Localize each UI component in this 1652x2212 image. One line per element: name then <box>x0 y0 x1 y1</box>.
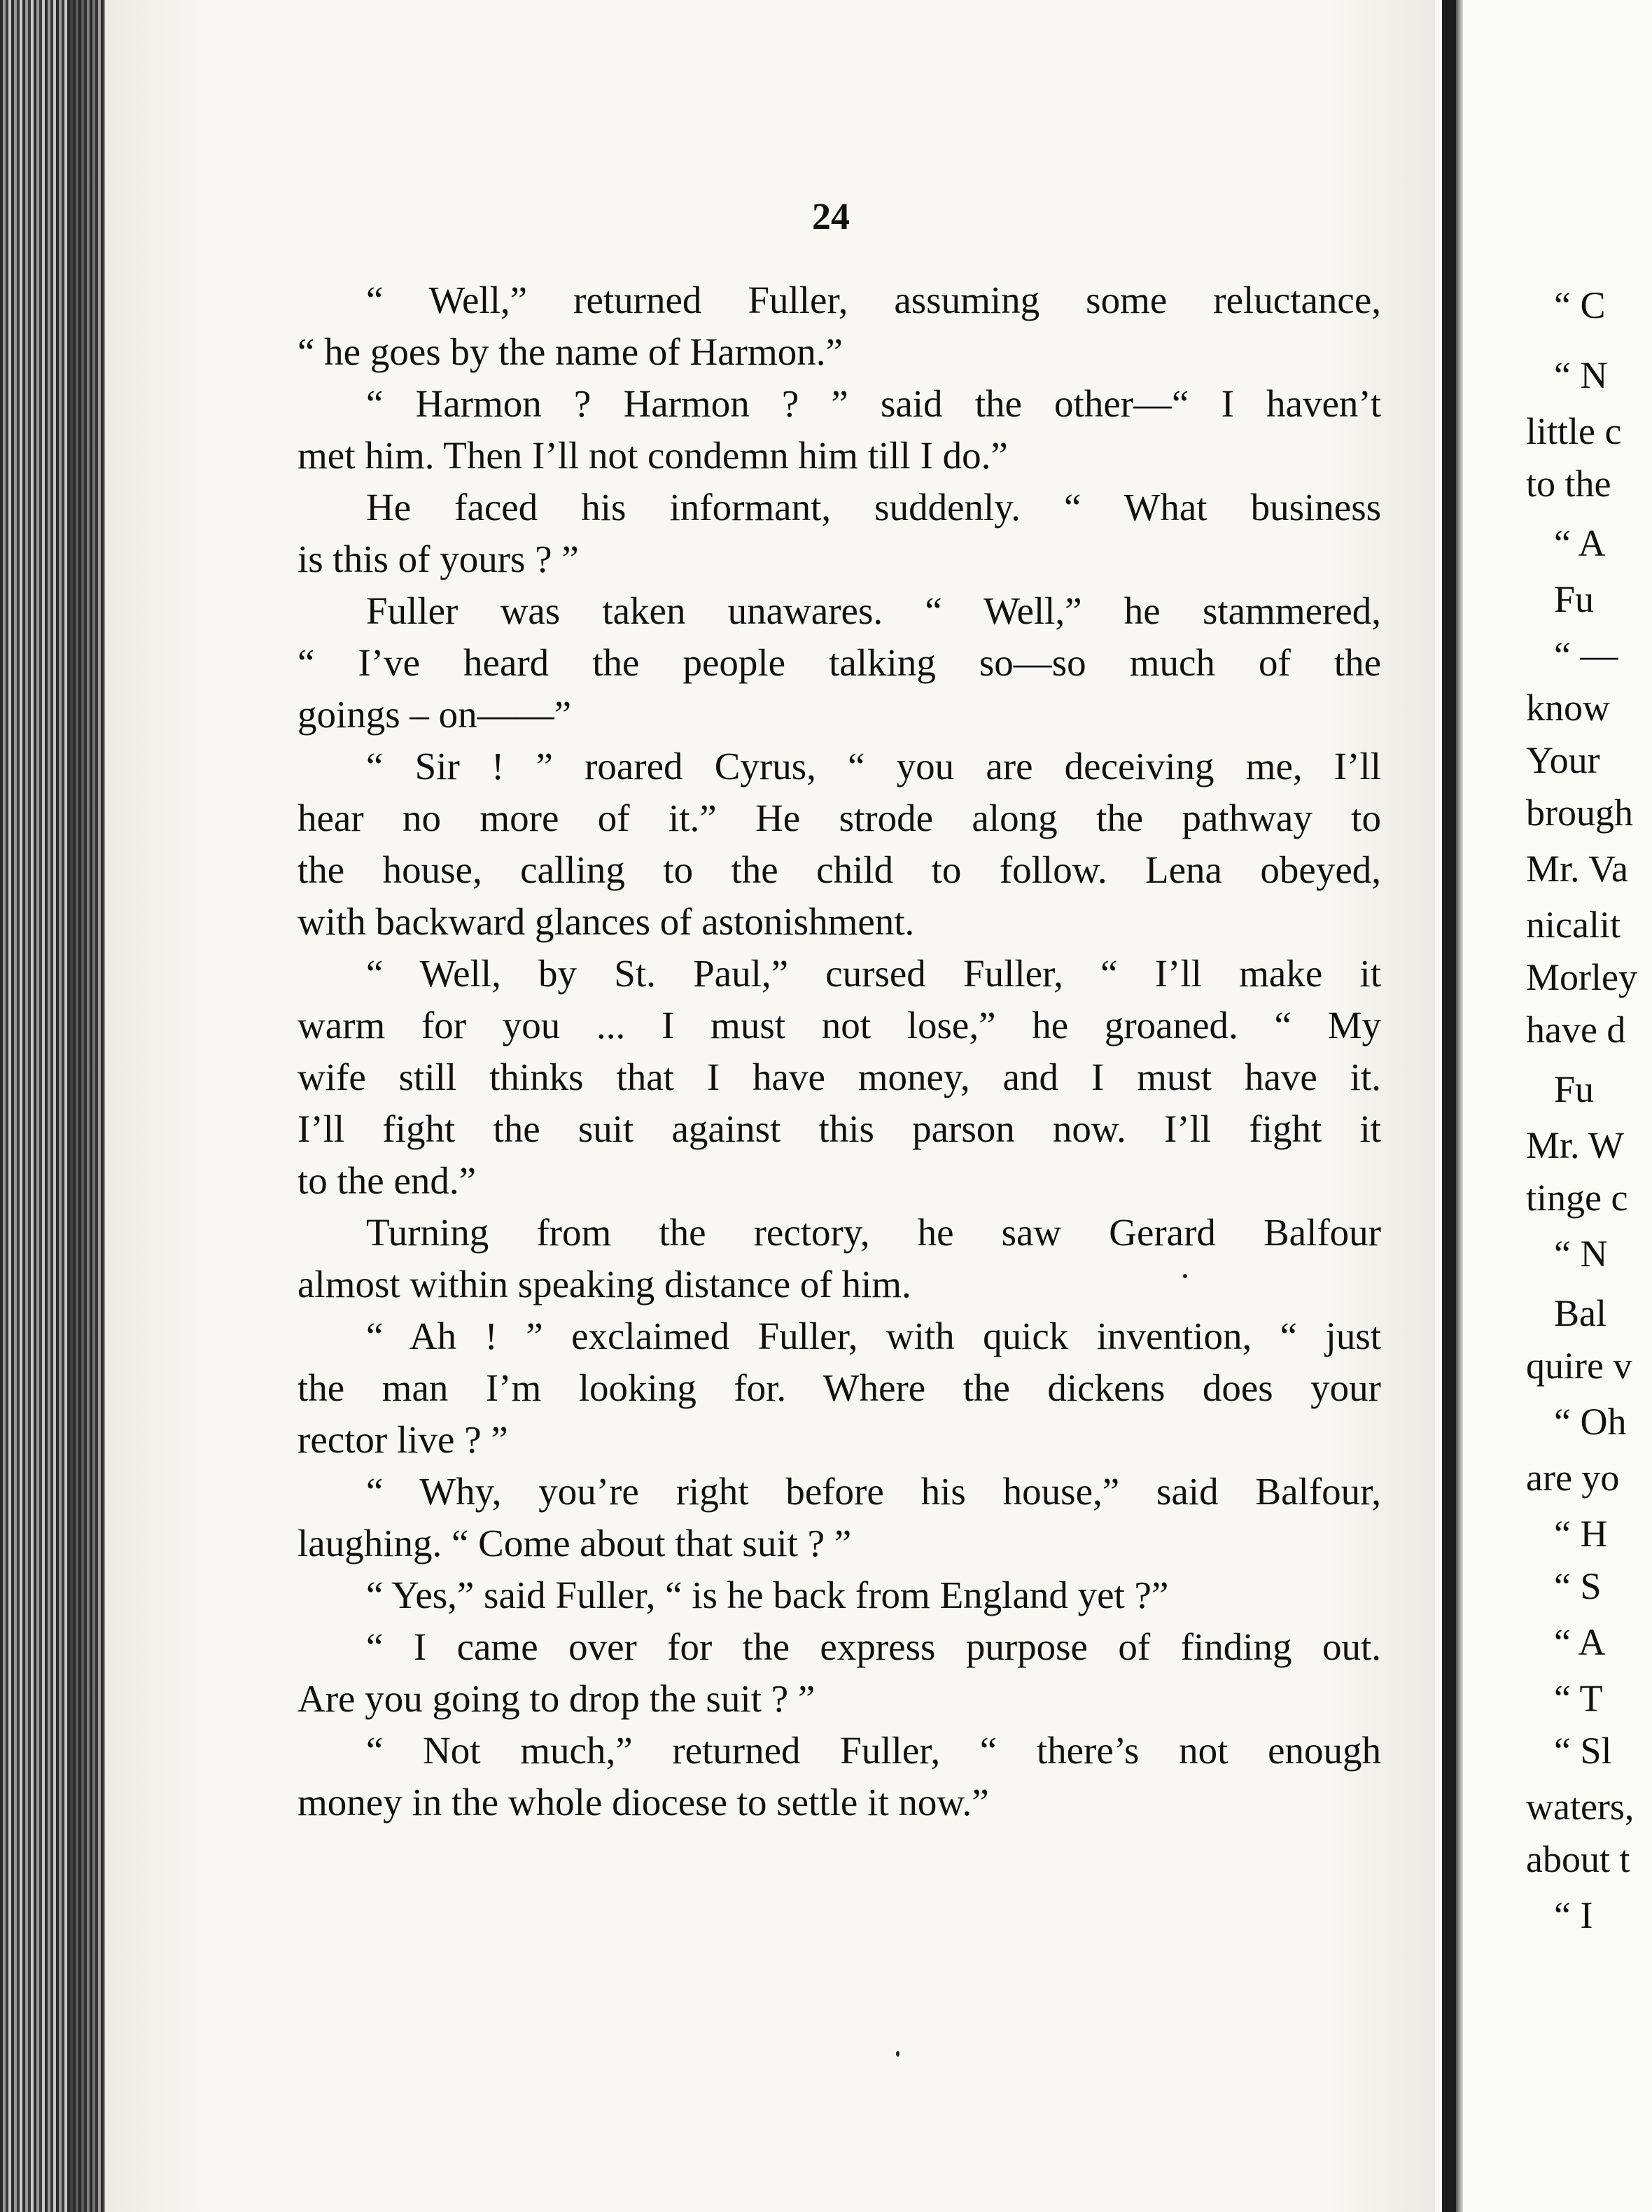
text-line: hear no more of it.” He strode along the pathway to <box>298 797 1381 839</box>
text-line: “ Yes,” said Fuller, “ is he back from England yet ?” <box>366 1574 1169 1616</box>
text-line: “ he goes by the name of Harmon.” <box>298 330 843 373</box>
text-line: warm for you ... I must not lose,” he groaned. “ My <box>298 1004 1381 1046</box>
text-line: Are you going to drop the suit ? ” <box>298 1677 816 1720</box>
text-line: met him. Then I’ll not condemn him till I do.” <box>298 434 1008 477</box>
right-page-line: “ S <box>1554 1565 1602 1607</box>
right-page-line: Morley <box>1526 956 1637 998</box>
text-line: I’ll fight the suit against this parson now. I’ll fight it <box>298 1107 1381 1150</box>
right-page-line: quire v <box>1526 1345 1632 1387</box>
right-page-line: Bal <box>1554 1292 1606 1334</box>
text-line: goings – on——” <box>298 693 572 736</box>
text-line: “ Sir ! ” roared Cyrus, “ you are deceiving me, I’ll <box>366 745 1381 788</box>
page-body-text <box>298 274 1381 1828</box>
text-line: with backward glances of astonishment. <box>298 900 915 943</box>
right-page-line: know <box>1526 687 1610 729</box>
right-page-line: “ C <box>1554 284 1606 326</box>
page-number: 24 <box>812 195 850 237</box>
text-line: wife still thinks that I have money, and I must have it. <box>298 1056 1381 1098</box>
text-line: “ Ah ! ” exclaimed Fuller, with quick invention, “ just <box>366 1315 1381 1357</box>
text-line: “ Harmon ? Harmon ? ” said the other—“ I haven’t <box>366 382 1381 425</box>
right-page-line: are yo <box>1526 1457 1620 1499</box>
right-page-line: “ T <box>1554 1677 1603 1719</box>
ink-speck <box>896 2051 899 2057</box>
text-line: “ Not much,” returned Fuller, “ there’s not enough <box>366 1729 1381 1772</box>
gutter-shadow <box>1456 0 1463 2212</box>
text-line: the house, calling to the child to follow. Lena obeyed, <box>298 848 1381 891</box>
ink-speck <box>1183 1274 1187 1278</box>
right-page-line: Fu <box>1554 578 1595 620</box>
right-page-line: about t <box>1526 1838 1630 1880</box>
text-line: the man I’m looking for. Where the dickens does your <box>298 1366 1381 1409</box>
right-page-line: “ N <box>1554 1233 1608 1275</box>
text-line: Turning from the rectory, he saw Gerard Balfour <box>366 1211 1381 1254</box>
right-page-line: Your <box>1526 739 1600 781</box>
right-page-line: “ A <box>1554 522 1606 564</box>
right-page-line: little c <box>1526 410 1622 452</box>
text-line: money in the whole diocese to settle it now.” <box>298 1781 989 1823</box>
right-page-line: Mr. W <box>1526 1124 1625 1166</box>
text-line: rector live ? ” <box>298 1418 508 1461</box>
right-page-line: “ — <box>1554 634 1618 676</box>
text-line: “ Why, you’re right before his house,” said Balfour, <box>366 1470 1381 1513</box>
right-page-fragment <box>1463 0 1652 2212</box>
text-line: Fuller was taken unawares. “ Well,” he stammered, <box>366 589 1381 632</box>
right-page-line: Fu <box>1554 1068 1595 1110</box>
right-page-line: “ Sl <box>1554 1730 1612 1772</box>
right-page-line: “ A <box>1554 1621 1606 1663</box>
right-page-line: “ H <box>1554 1513 1608 1555</box>
right-page-line: “ Oh <box>1554 1401 1627 1443</box>
right-page-line: Mr. Va <box>1526 848 1629 890</box>
right-page-line: have d <box>1526 1009 1626 1051</box>
text-line: He faced his informant, suddenly. “ What business <box>366 486 1381 528</box>
text-line: almost within speaking distance of him. <box>298 1263 911 1306</box>
text-line: “ I’ve heard the people talking so—so much of the <box>298 641 1381 684</box>
right-page-line: “ N <box>1554 354 1608 396</box>
right-page-line: brough <box>1526 792 1633 834</box>
text-line: “ I came over for the express purpose of finding out. <box>366 1625 1381 1668</box>
text-line: “ Well, by St. Paul,” cursed Fuller, “ I’ll make it <box>366 952 1381 995</box>
book-gutter <box>1442 0 1456 2212</box>
right-page-line: tinge c <box>1526 1177 1628 1219</box>
right-page-line: “ I <box>1554 1894 1593 1936</box>
right-page-line: nicalit <box>1526 904 1620 946</box>
right-page-line: to the <box>1526 463 1611 505</box>
text-line: “ Well,” returned Fuller, assuming some reluctance, <box>366 279 1381 321</box>
text-line: laughing. “ Come about that suit ? ” <box>298 1522 852 1564</box>
right-page-line: waters, <box>1526 1786 1634 1828</box>
text-line: is this of yours ? ” <box>298 538 579 580</box>
text-line: to the end.” <box>298 1159 477 1202</box>
